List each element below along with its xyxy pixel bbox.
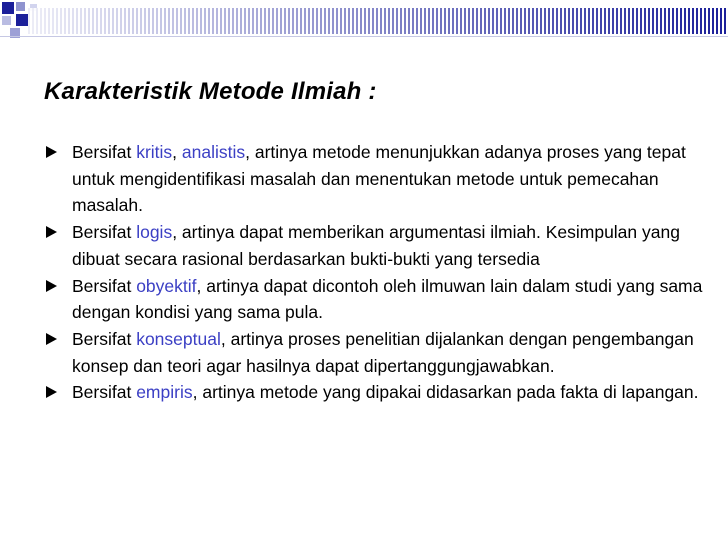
highlight-term: obyektif	[136, 275, 197, 296]
slide-title: Karakteristik Metode Ilmiah :	[44, 78, 377, 105]
bullet-triangle-icon	[46, 280, 57, 292]
bullet-list	[44, 139, 704, 406]
highlight-term: empiris	[136, 382, 193, 403]
highlight-term: kritis	[136, 142, 173, 162]
bullet-body: , artinya proses penelitian dijalankan dengan pengembangan konsep dan teori agar hasilnya dapat dipertanggungjawabkan.	[72, 328, 694, 376]
bullet-triangle-icon	[46, 386, 57, 398]
bullet-body: , artinya metode yang dipakai didasarkan pada fakta di lapangan.	[192, 382, 699, 403]
highlight-term: logis	[136, 222, 173, 243]
bullet-triangle-icon	[46, 226, 57, 238]
bullet-prefix: Bersifat	[72, 328, 137, 349]
bullet-triangle-icon	[46, 333, 57, 345]
bullet-triangle-icon	[46, 146, 57, 158]
bullet-body: , artinya metode menunjukkan adanya proses yang tepat untuk mengidentifikasi masalah dan menentukan metode untuk pemecahan masalah.	[72, 142, 686, 216]
bullet-item-kritis-analistis	[44, 139, 704, 219]
bullet-prefix: Bersifat	[72, 382, 137, 403]
bullet-body: , artinya dapat dicontoh oleh ilmuwan lain dalam studi yang sama dengan kondisi yang sama pula.	[72, 275, 703, 323]
bullet-item-empiris	[44, 379, 704, 406]
bullet-item-logis	[44, 219, 704, 272]
header-divider	[0, 36, 728, 37]
bullet-prefix: Bersifat	[72, 142, 137, 162]
header-stripe-fade	[28, 8, 728, 34]
bullet-item-konseptual	[44, 326, 704, 379]
bullet-prefix: Bersifat	[72, 275, 137, 296]
bullet-item-obyektif	[44, 273, 704, 326]
bullet-prefix: Bersifat	[72, 222, 137, 243]
highlight-term: konseptual	[136, 328, 221, 349]
term-separator: ,	[172, 142, 182, 162]
highlight-term: analistis	[181, 142, 246, 162]
bullet-body: , artinya dapat memberikan argumentasi ilmiah. Kesimpulan yang dibuat secara rasional berdasarkan bukti-bukti yang tersedia	[72, 222, 680, 269]
